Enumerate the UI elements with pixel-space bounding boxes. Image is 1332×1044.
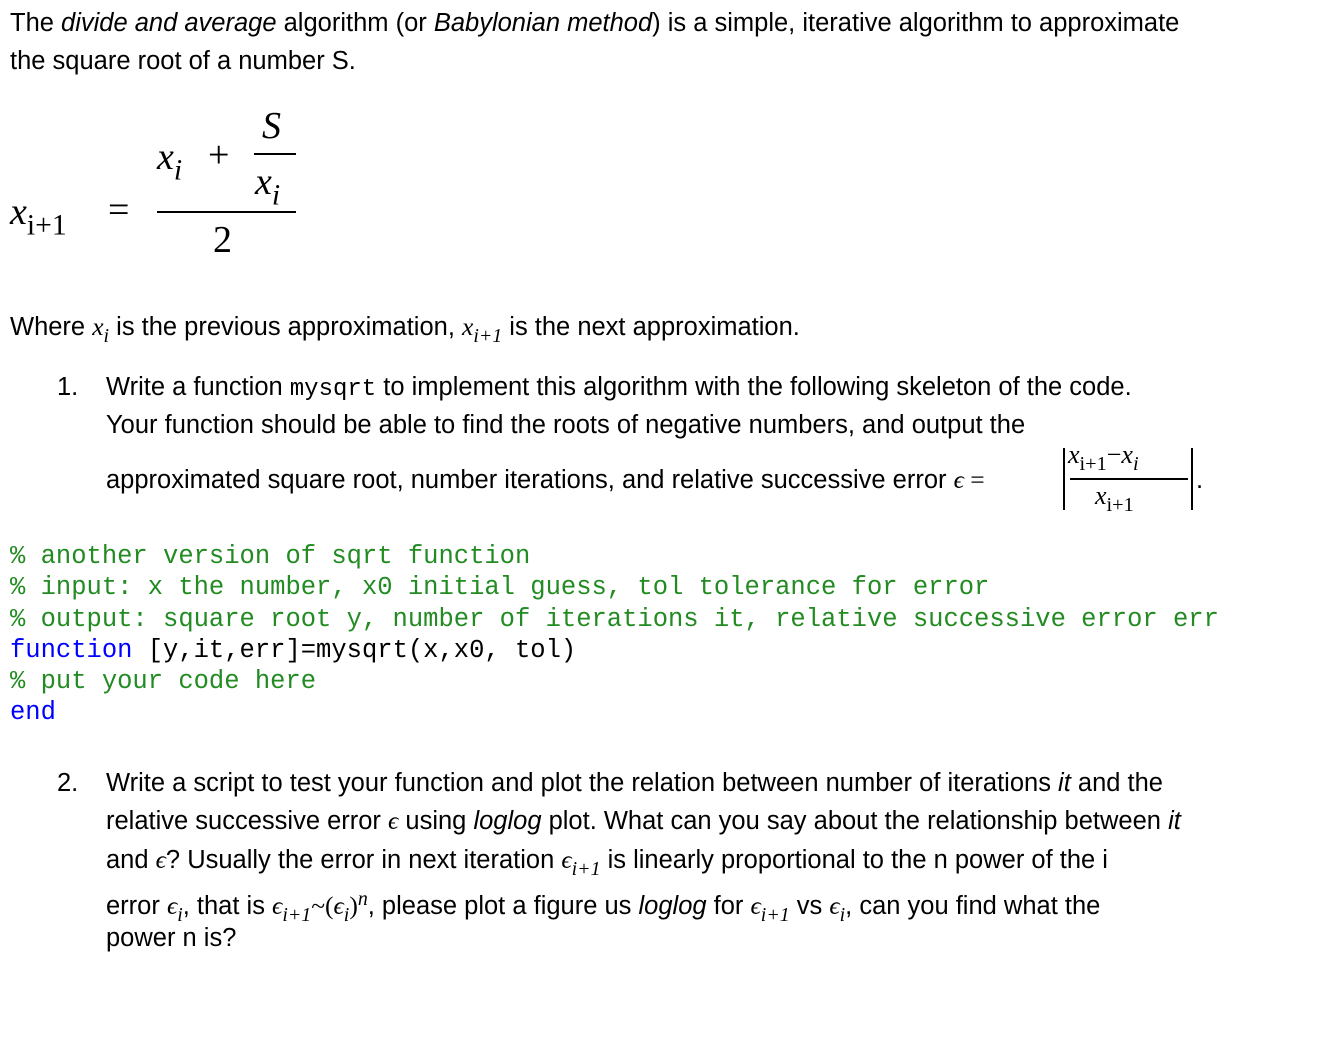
abs-bar-left [1063, 448, 1065, 510]
code-comment-1: % another version of sqrt function [10, 542, 531, 571]
item1-line-3: approximated square root, number iterations, and relative successive error ϵ = [106, 465, 985, 494]
code-function-signature: function [y,it,err]=mysqrt(x,x0, tol) [10, 636, 577, 665]
formula-lhs: $x_{i+1}$ [10, 191, 67, 242]
intro-line-1: The divide and average algorithm (or Babylonian method) is a simple, iterative algorithm to approximate [10, 9, 1180, 37]
list-number-2: 2. [57, 769, 79, 797]
code-comment-3: % output: square root y, number of iterations it, relative successive error err [10, 605, 1219, 634]
error-period: . [1196, 466, 1204, 494]
code-comment-2: % input: x the number, x0 initial guess, tol tolerance for error [10, 573, 990, 602]
formula-denominator: 2 [213, 219, 232, 261]
where-line: Where $x_i$ is the previous approximation, $x_{i+1}$ is the next approximation. [10, 312, 800, 347]
intro-line-2: the square root of a number S. [10, 47, 356, 75]
item1-line-1: Write a function mysqrt to implement this algorithm with the following skeleton of the code. [106, 373, 1132, 403]
formula-plus: + [208, 134, 230, 176]
formula-equals: = [108, 189, 130, 231]
code-end-keyword: end [10, 698, 56, 727]
formula-inner-fraction-line [254, 153, 296, 155]
item2-line-4: error $\epsilon_i$, that is $\epsilon_{i+1}\sim(\epsilon_i)^n$, please plot a figure us loglog for $\epsilon_{i+1}$ vs $\epsilon_i$, can you find what the [106, 888, 1101, 926]
formula-inner-denominator: $x_i$ [255, 161, 281, 212]
list-number-1: 1. [57, 373, 79, 401]
error-denominator: $x_{i+1}$ [1095, 481, 1134, 517]
formula-main-fraction-line [157, 211, 296, 213]
code-comment-4: % put your code here [10, 667, 317, 696]
item2-line-3: and ϵ? Usually the error in next iteration $\epsilon_{i+1}$ is linearly proportional to the n power of the i [106, 845, 1108, 880]
formula-inner-numerator: S [262, 105, 281, 147]
item1-line-2: Your function should be able to find the roots of negative numbers, and output the [106, 411, 1026, 439]
item2-line-5: power n is? [106, 924, 237, 952]
item2-line-2: relative successive error ϵ using loglog plot. What can you say about the relationship between it [106, 806, 1181, 835]
item2-line-1: Write a script to test your function and plot the relation between number of iterations it and the [106, 769, 1163, 797]
formula-numerator-xi: $x_i$ [157, 136, 183, 187]
error-numerator: $x_{i+1}-x_i$ [1068, 440, 1139, 476]
abs-bar-right [1191, 448, 1193, 510]
